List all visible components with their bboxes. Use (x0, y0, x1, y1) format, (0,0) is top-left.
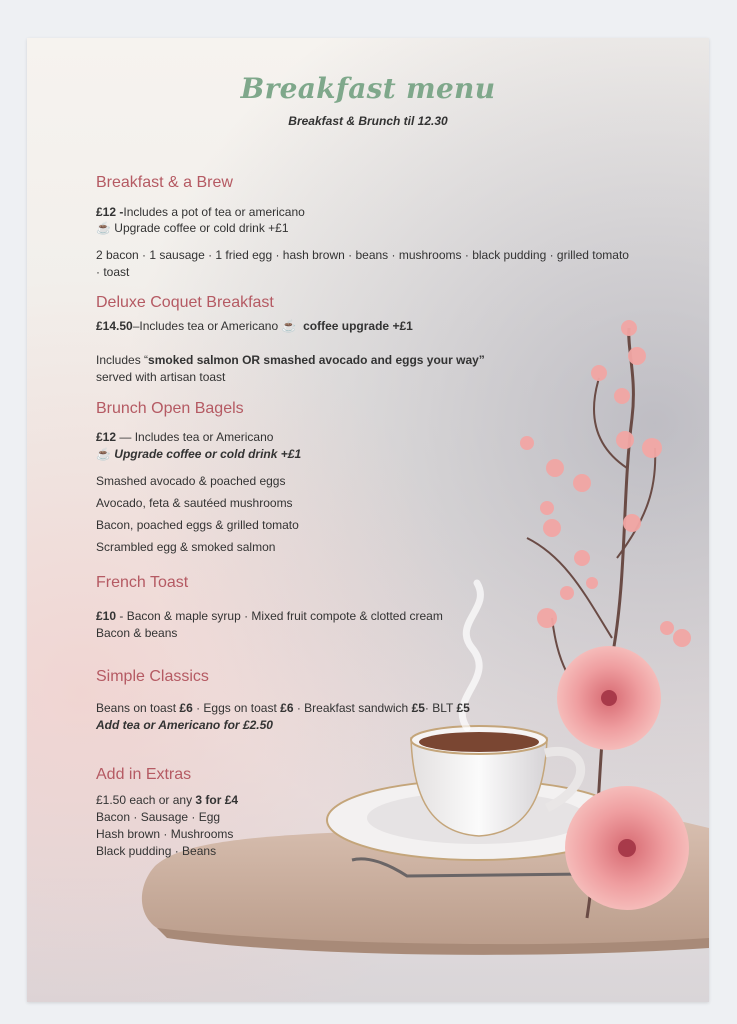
list-item: Bacon, poached eggs & grilled tomato (96, 518, 299, 532)
classics-price: £6 (179, 701, 193, 715)
deluxe-price: £14.50 (96, 319, 133, 333)
list-item: Scrambled egg & smoked salmon (96, 540, 276, 554)
extras-price-line (96, 792, 238, 809)
classics-item: · Breakfast sandwich (293, 701, 412, 715)
menu-subtitle: Breakfast & Brunch til 12.30 (288, 114, 448, 128)
classics-price: £5 (411, 701, 425, 715)
deluxe-upgrade: coffee upgrade +£1 (303, 319, 413, 333)
menu-title: Breakfast menu (240, 72, 496, 105)
classics-price: £5 (456, 701, 470, 715)
extras-price: £1.50 each or any (96, 793, 196, 807)
cup-icon: ☕ (281, 319, 297, 333)
list-item: Hash brown · Mushrooms (96, 827, 234, 841)
deluxe-price-line (96, 318, 413, 335)
brew-upgrade: Upgrade coffee or cold drink +£1 (114, 221, 289, 235)
cup-icon: ☕ (96, 221, 111, 235)
section-heading-toast: French Toast (96, 574, 189, 591)
cup-icon: ☕ (96, 447, 111, 461)
toast-items: - Bacon & maple syrup · Mixed fruit compote & clotted cream (116, 609, 443, 623)
section-heading-extras: Add in Extras (96, 766, 192, 783)
list-item: Bacon · Sausage · Egg (96, 810, 221, 824)
bagels-upgrade-line (96, 446, 301, 463)
brew-includes: Includes a pot of tea or americano (123, 205, 305, 219)
classics-line (96, 700, 470, 717)
deluxe-desc-prefix: Includes “ (96, 353, 149, 367)
deluxe-desc-bold: smoked salmon OR smashed avocado and eggs your way” (148, 353, 485, 367)
bagels-includes: — Includes tea or Americano (116, 430, 274, 444)
deluxe-desc (96, 352, 485, 369)
classics-price: £6 (280, 701, 294, 715)
classics-item: · Eggs on toast (192, 701, 281, 715)
toast-line2: Bacon & beans (96, 626, 178, 640)
toast-line1 (96, 608, 443, 625)
extras-deal: 3 for £4 (195, 793, 239, 807)
classics-addon: Add tea or Americano for £2.50 (96, 718, 273, 732)
list-item: Black pudding · Beans (96, 844, 217, 858)
toast-price: £10 (96, 609, 117, 623)
section-heading-brew: Breakfast & a Brew (96, 174, 233, 191)
classics-item: · BLT (424, 701, 457, 715)
brew-price-line (96, 204, 305, 221)
list-item: Avocado, feta & sautéed mushrooms (96, 496, 293, 510)
brew-price: £12 - (96, 205, 124, 219)
brew-items: 2 bacon · 1 sausage · 1 fried egg · hash brown · beans · mushrooms · black pudding · grilled tomato · toast (96, 248, 629, 279)
deluxe-includes: –Includes tea or Americano (132, 319, 279, 333)
section-heading-bagels: Brunch Open Bagels (96, 400, 244, 417)
pink-flower-large (557, 646, 661, 750)
menu-page (27, 38, 709, 1002)
bagels-price-line (96, 429, 273, 446)
classics-item: Beans on toast (96, 701, 180, 715)
section-heading-classics: Simple Classics (96, 668, 209, 685)
bagels-upgrade: Upgrade coffee or cold drink +£1 (114, 447, 302, 461)
deluxe-desc-line2: served with artisan toast (96, 370, 226, 384)
section-heading-deluxe: Deluxe Coquet Breakfast (96, 294, 274, 311)
brew-upgrade-line (96, 220, 289, 237)
bagels-price: £12 (96, 430, 117, 444)
list-item: Smashed avocado & poached eggs (96, 474, 286, 488)
pink-flower-lower (565, 786, 689, 910)
